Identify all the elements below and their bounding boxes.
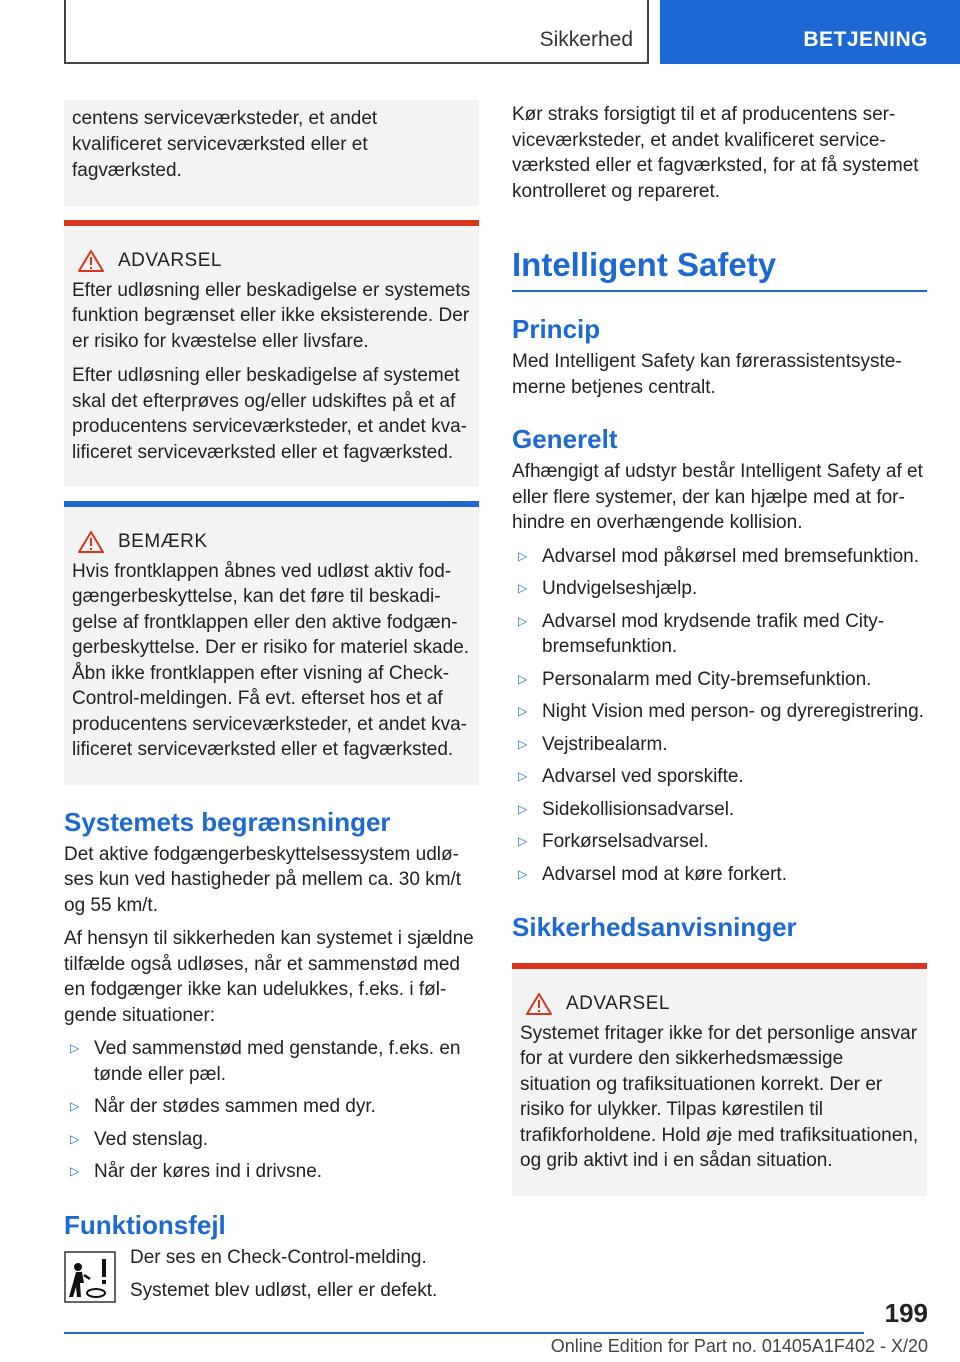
list-item: ▷ Undvigelseshjælp.	[512, 576, 927, 602]
safety-heading: Sikkerhedsanvisninger	[512, 912, 797, 942]
bullet-triangle-icon: ▷	[518, 834, 528, 848]
list-item: ▷ Advarsel ved sporskifte.	[512, 764, 927, 790]
list-item: ▷ Ved stenslag.	[64, 1127, 479, 1153]
notice-title: BEMÆRK	[118, 531, 208, 552]
bullet-triangle-icon: ▷	[518, 548, 528, 563]
warning-paragraph: Efter udløsning eller beskadigelse af systemet skal det efterprøves og/eller udskiftes på et af producentens serviceværksteder, et andet kvalificeret serviceværksted eller et fagværksted.	[72, 365, 467, 463]
principle-text: Med Intelligent Safety kan førerassistentsystemerne betjenes centralt.	[512, 351, 902, 398]
bullet-triangle-icon: ▷	[518, 671, 528, 686]
pedestrian-protection-warning-icon	[64, 1251, 116, 1303]
general-text: Afhængigt af udstyr består Intelligent Safety af et eller flere systemer, der kan hjælpe med at forhindre en overhængende kollision.	[512, 461, 923, 533]
fault-line: Der ses en Check-Control-melding.	[130, 1246, 427, 1268]
list-item: ▷ Når der stødes sammen med dyr.	[64, 1094, 479, 1120]
list-item: ▷ Når der køres ind i drivsne.	[64, 1159, 479, 1185]
notice-header	[78, 529, 471, 555]
bullet-triangle-icon: ▷	[518, 581, 528, 595]
continued-text: Kør straks forsigtigt til et af producentens serviceværksteder, et andet kvalificeret serviceværksted eller et fagværksted, for at få systemet kontrolleret og repareret.	[512, 104, 919, 202]
limits-heading: Systemets begrænsninger	[64, 806, 391, 837]
footer-edition: Online Edition for Part no. 01405A1F402 - X/20	[550, 1336, 928, 1356]
main-heading: Intelligent Safety	[512, 246, 927, 292]
bullet-triangle-icon: ▷	[70, 1099, 80, 1113]
continued-text: centens serviceværksteder, et andet kvalificeret serviceværksted eller et fagværksted.	[72, 108, 378, 181]
continued-text-box	[64, 100, 479, 206]
warning-triangle-icon	[78, 250, 104, 272]
header-chapter-tab	[660, 0, 960, 64]
bullet-triangle-icon: ▷	[70, 1164, 80, 1178]
list-item: ▷ Vejstribealarm.	[512, 732, 927, 758]
general-heading: Generelt	[512, 424, 618, 454]
list-item: ▷ Advarsel mod at køre forkert.	[512, 862, 927, 888]
bullet-triangle-icon: ▷	[70, 1041, 80, 1055]
limits-paragraph: Det aktive fodgængerbeskyttelsessystem udløses kun ved hastigheder på mellem ca. 30 km/t og 55 km/t.	[64, 843, 462, 916]
fault-block	[64, 1245, 479, 1312]
warning-triangle-icon	[78, 531, 104, 553]
list-item: ▷ Night Vision med person- og dyreregistrering.	[512, 699, 927, 725]
warning-header	[78, 248, 471, 274]
limits-paragraph: Af hensyn til sikkerheden kan systemet i sjældne tilfælde også udløses, når et sammenstød med en fodgænger ikke kan udelukkes, f.eks. i følgende situationer:	[64, 928, 474, 1026]
page-number: 199	[884, 1298, 928, 1328]
bullet-triangle-icon: ▷	[518, 801, 528, 816]
notice-paragraph: Hvis frontklappen åbnes ved udløst aktiv fodgængerbeskyttelse, kan det føre til beskadigelse af frontklappen eller den aktive fodgængerbeskyttelse. Der er risiko for materiel skade. Åbn ikke frontklappen efter visning af Check-Control-meldingen. Få evt. efterset hos et af producentens serviceværksteder, et andet kvalificeret serviceværksted eller et fagværksted.	[72, 560, 470, 760]
fault-line: Systemet blev udløst, eller er defekt.	[130, 1280, 438, 1301]
warning-box	[64, 220, 479, 487]
header-section-tab	[64, 0, 649, 64]
header-section-title: Sikkerhed	[539, 28, 633, 51]
bullet-triangle-icon: ▷	[518, 613, 528, 628]
warning-title: ADVARSEL	[566, 993, 670, 1014]
limits-list	[64, 1036, 479, 1185]
bullet-triangle-icon: ▷	[518, 866, 528, 881]
right-column	[512, 100, 927, 1196]
notice-box	[64, 501, 479, 785]
general-list	[512, 544, 927, 888]
warning-paragraph: Systemet fritager ikke for det personlige ansvar for at vurdere den sikkerhedsmæssige situation og trafiksituationen korrekt. Der er risiko for ulykker. Tilpas kørestilen til trafikforholdene. Hold øje med trafiksituationen, og grib aktivt ind i en sådan situation.	[520, 1022, 919, 1171]
fault-heading: Funktionsfejl	[64, 1209, 226, 1240]
list-item: ▷ Personalarm med City-bremsefunktion.	[512, 667, 927, 693]
list-item: ▷ Ved sammenstød med genstande, f.eks. en tønde eller pæl.	[70, 1038, 461, 1085]
left-column	[64, 100, 479, 1312]
bullet-triangle-icon: ▷	[70, 1131, 80, 1146]
list-item: ▷ Advarsel mod krydsende trafik med City-bremsefunktion.	[518, 610, 885, 657]
header-chapter-title: BETJENING	[803, 28, 928, 51]
bullet-triangle-icon: ▷	[518, 769, 528, 783]
warning-box	[512, 963, 927, 1196]
warning-paragraph: Efter udløsning eller beskadigelse er systemets funktion begrænset eller ikke eksisterende. Der er risiko for kvæstelse eller livsfare.	[72, 279, 471, 352]
bullet-triangle-icon: ▷	[518, 704, 528, 718]
warning-title: ADVARSEL	[118, 250, 222, 271]
warning-header	[526, 991, 919, 1017]
warning-triangle-icon	[526, 993, 552, 1015]
list-item: ▷ Sidekollisionsadvarsel.	[512, 797, 927, 823]
list-item: ▷ Advarsel mod påkørsel med bremsefunktion.	[512, 544, 927, 570]
list-item: ▷ Forkørselsadvarsel.	[512, 829, 927, 855]
principle-heading: Princip	[512, 314, 601, 344]
footer-divider	[64, 1332, 864, 1334]
bullet-triangle-icon: ▷	[518, 736, 528, 751]
